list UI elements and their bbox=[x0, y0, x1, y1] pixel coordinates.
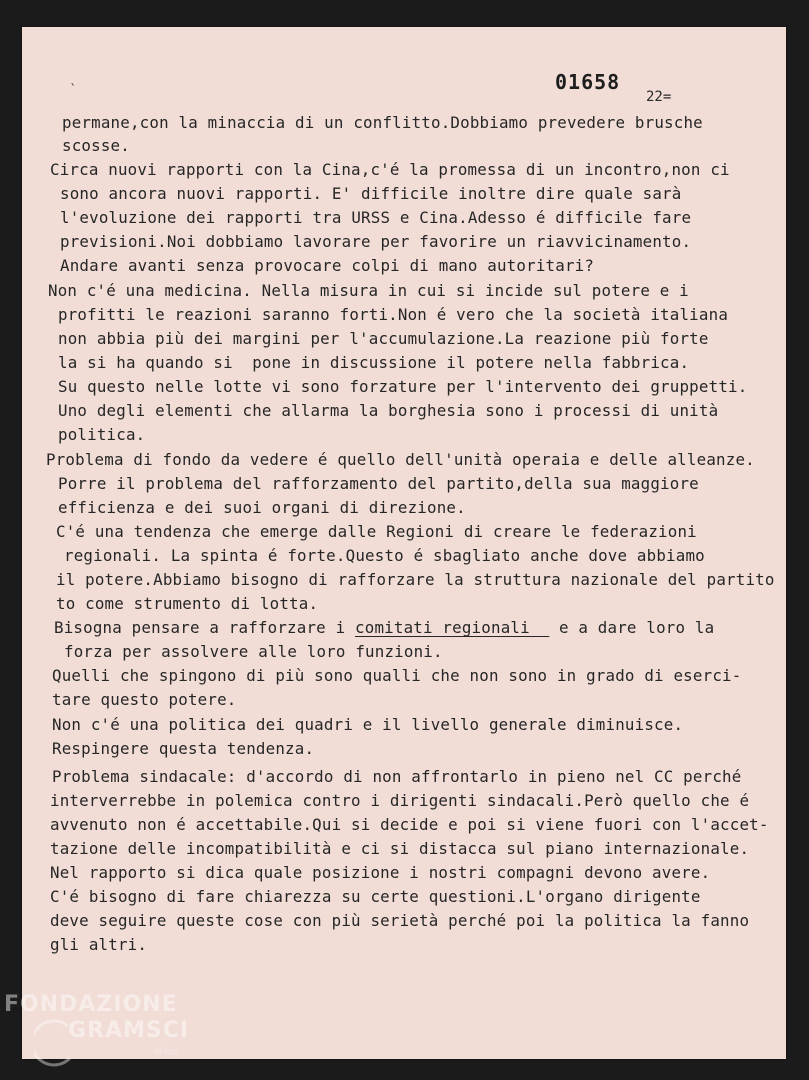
watermark-line2: GRAMSCI bbox=[68, 1018, 190, 1043]
text-line: il potere.Abbiamo bisogno di rafforzare la struttura nazionale del partito bbox=[56, 570, 775, 589]
text-line: Circa nuovi rapporti con la Cina,c'é la promessa di un incontro,non ci bbox=[50, 160, 730, 179]
text-line: Problema sindacale: d'accordo di non affrontarlo in pieno nel CC perché bbox=[52, 767, 742, 786]
text-line: la si ha quando si pone in discussione il potere nella fabbrica. bbox=[58, 353, 690, 372]
text-line: permane,con la minaccia di un conflitto.Dobbiamo prevedere brusche bbox=[62, 113, 703, 132]
text-line: Non c'é una politica dei quadri e il livello generale diminuisce. bbox=[52, 715, 684, 734]
text-line: interverrebbe in polemica contro i dirigenti sindacali.Però quello che é bbox=[50, 791, 750, 810]
text-line: Bisogna pensare a rafforzare i comitati regionali e a dare loro la bbox=[54, 618, 715, 637]
document-number: 01658 bbox=[555, 70, 621, 94]
underlined-text: comitati regionali bbox=[355, 618, 550, 637]
watermark-line3: onlus bbox=[154, 1047, 179, 1057]
text-line: deve seguire queste cose con più serietà perché poi la politica la fanno bbox=[50, 911, 750, 930]
text-line: regionali. La spinta é forte.Questo é sbagliato anche dove abbiamo bbox=[64, 546, 705, 565]
text-line: Nel rapporto si dica quale posizione i nostri compagni devono avere. bbox=[50, 863, 711, 882]
stray-mark: ˎ bbox=[69, 71, 77, 85]
watermark bbox=[4, 992, 190, 1057]
page-number: 22= bbox=[646, 89, 672, 105]
text-line: Uno degli elementi che allarma la borghesia sono i processi di unità bbox=[58, 401, 719, 420]
text-line: Respingere questa tendenza. bbox=[52, 739, 315, 758]
text-line: C'é una tendenza che emerge dalle Regioni di creare le federazioni bbox=[56, 522, 697, 541]
text-line: Su questo nelle lotte vi sono forzature per l'intervento dei gruppetti. bbox=[58, 377, 748, 396]
text-line: scosse. bbox=[62, 136, 130, 155]
text-line: C'é bisogno di fare chiarezza su certe questioni.L'organo dirigente bbox=[50, 887, 701, 906]
gramsci-logo-icon bbox=[34, 1018, 74, 1070]
text-line: profitti le reazioni saranno forti.Non é vero che la società italiana bbox=[58, 305, 729, 324]
text-line: non abbia più dei margini per l'accumulazione.La reazione più forte bbox=[58, 329, 709, 348]
text-line: Problema di fondo da vedere é quello dell'unità operaia e delle alleanze. bbox=[46, 450, 755, 469]
text-line: Porre il problema del rafforzamento del partito,della sua maggiore bbox=[58, 474, 699, 493]
document-page bbox=[22, 27, 786, 1059]
text-line: politica. bbox=[58, 425, 146, 444]
text-line: Andare avanti senza provocare colpi di mano autoritari? bbox=[60, 256, 595, 275]
text-line: sono ancora nuovi rapporti. E' difficile inoltre dire quale sarà bbox=[60, 184, 682, 203]
text-line: forza per assolvere alle loro funzioni. bbox=[64, 642, 443, 661]
text-line: previsioni.Noi dobbiamo lavorare per favorire un riavvicinamento. bbox=[60, 232, 692, 251]
text-line: avvenuto non é accettabile.Qui si decide e poi si viene fuori con l'accet- bbox=[50, 815, 769, 834]
text-line: efficienza e dei suoi organi di direzione. bbox=[58, 498, 466, 517]
text-line: l'evoluzione dei rapporti tra URSS e Cina.Adesso é difficile fare bbox=[60, 208, 692, 227]
watermark-line1: FONDAZIONE bbox=[4, 992, 178, 1017]
text-line: tare questo potere. bbox=[52, 690, 237, 709]
text-line: tazione delle incompatibilità e ci si distacca sul piano internazionale. bbox=[50, 839, 750, 858]
text-line: Non c'é una medicina. Nella misura in cui si incide sul potere e i bbox=[48, 281, 689, 300]
text-line: gli altri. bbox=[50, 935, 148, 954]
text-line: to come strumento di lotta. bbox=[56, 594, 319, 613]
text-line: Quelli che spingono di più sono qualli che non sono in grado di eserci- bbox=[52, 666, 742, 685]
